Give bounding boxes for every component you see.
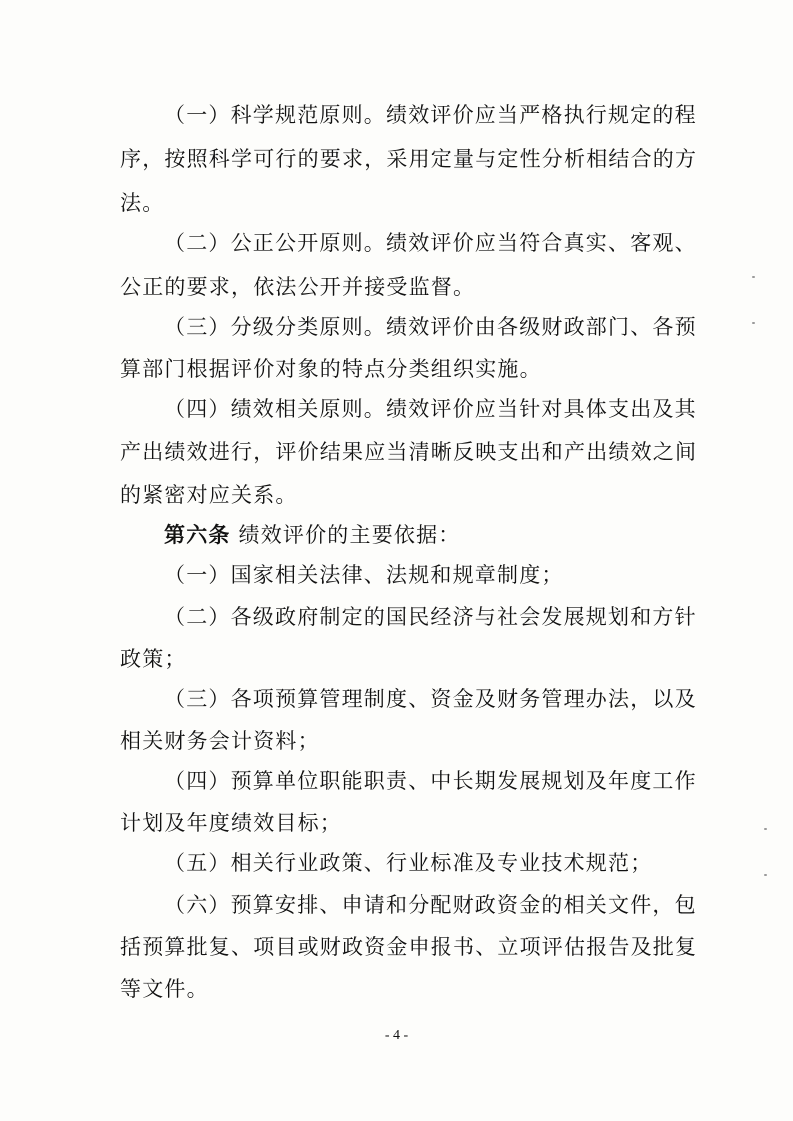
basis-item-line: （二）各级政府制定的国民经济与社会发展规划和方针 <box>164 605 697 629</box>
page-number: - 4 - <box>384 1028 409 1043</box>
scan-speck <box>752 276 755 278</box>
basis-item-line: 等文件。 <box>120 977 209 1001</box>
paragraph-line: 公正的要求，依法公开并接受监督。 <box>120 275 476 299</box>
basis-item-line: 括预算批复、项目或财政资金申报书、立项评估报告及批复 <box>120 935 698 959</box>
paragraph-line: 序，按照科学可行的要求，采用定量与定性分析相结合的方 <box>120 147 698 171</box>
paragraph-line: 产出绩效进行，评价结果应当清晰反映支出和产出绩效之间 <box>120 440 698 464</box>
basis-item-line: （一）国家相关法律、法规和规章制度； <box>164 563 564 587</box>
scan-speck <box>764 874 767 876</box>
paragraph-line: （三）分级分类原则。绩效评价由各级财政部门、各预 <box>164 315 697 339</box>
scan-speck <box>764 828 767 830</box>
article-heading-line <box>164 520 461 550</box>
basis-item-line: 政策； <box>120 647 187 671</box>
basis-item-line: （六）预算安排、申请和分配财政资金的相关文件，包 <box>164 893 697 917</box>
paragraph-line: （二）公正公开原则。绩效评价应当符合真实、客观、 <box>164 231 697 255</box>
paragraph-line: 的紧密对应关系。 <box>120 483 298 507</box>
paragraph-line: 算部门根据评价对象的特点分类组织实施。 <box>120 357 542 381</box>
article-number: 第六条 <box>164 522 231 547</box>
paragraph-line: 法。 <box>120 191 165 215</box>
basis-item-line: （四）预算单位职能职责、中长期发展规划及年度工作 <box>164 769 697 793</box>
basis-item-line: （三）各项预算管理制度、资金及财务管理办法，以及 <box>164 687 697 711</box>
paragraph-line: （一）科学规范原则。绩效评价应当严格执行规定的程 <box>164 103 697 127</box>
article-text: 绩效评价的主要依据： <box>238 523 461 547</box>
basis-item-line: 相关财务会计资料； <box>120 729 320 753</box>
basis-item-line: 计划及年度绩效目标； <box>120 811 342 835</box>
scan-speck <box>752 322 755 324</box>
basis-item-line: （五）相关行业政策、行业标准及专业技术规范； <box>164 851 653 875</box>
paragraph-line: （四）绩效相关原则。绩效评价应当针对具体支出及其 <box>164 397 697 421</box>
